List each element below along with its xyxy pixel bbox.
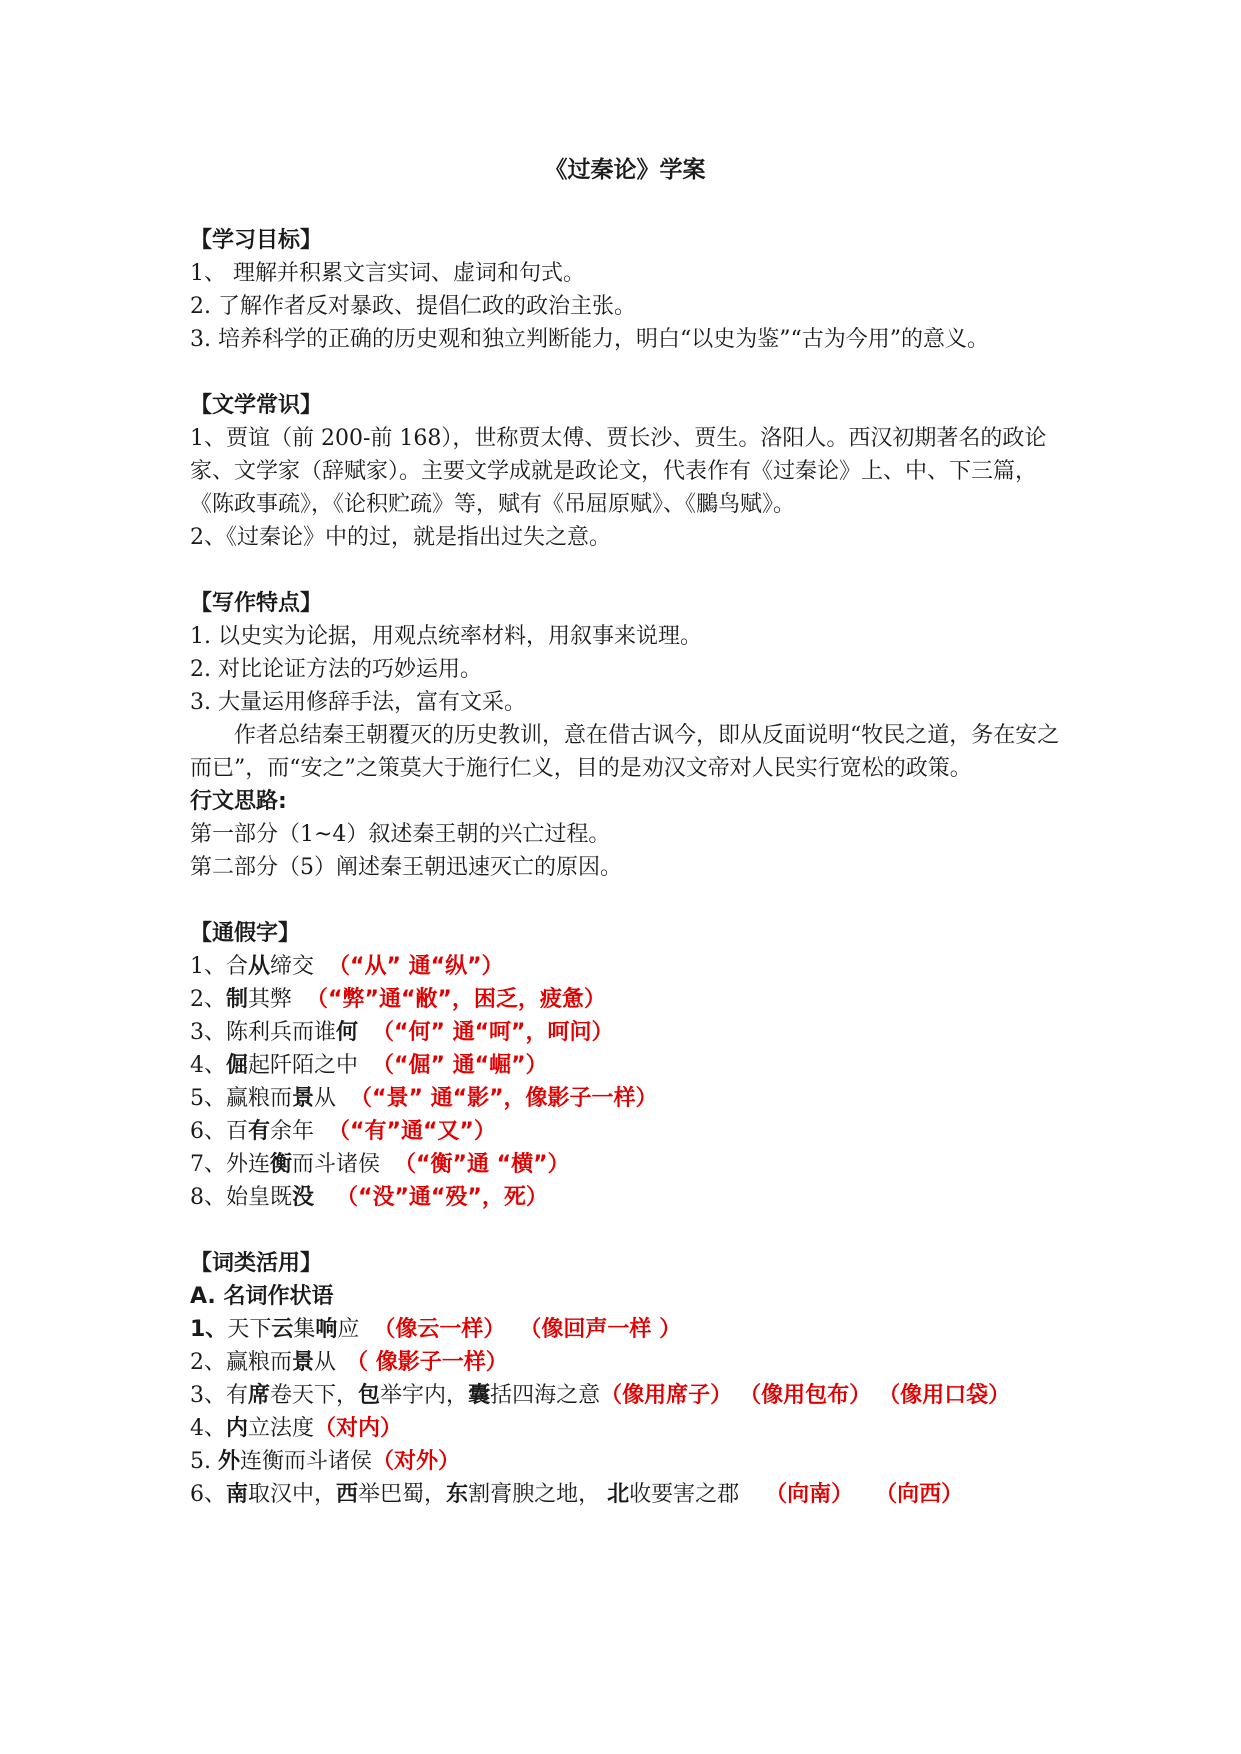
- item-text: 举巴蜀，: [358, 1482, 447, 1507]
- answer-text: （“从” 通“纵”）: [328, 954, 504, 979]
- answer-text: （向南）: [765, 1482, 854, 1507]
- item-text: 割膏腴之地，: [468, 1482, 608, 1507]
- tongjia-item: [190, 1016, 1060, 1049]
- section-heading-goals: 【学习目标】: [190, 228, 323, 253]
- key-character: 景: [292, 1350, 315, 1375]
- key-character: 内: [226, 1416, 249, 1441]
- item-text: 1、合: [190, 954, 248, 979]
- item-text: 举宇内，: [380, 1383, 469, 1408]
- answer-text: （对外）: [372, 1449, 461, 1474]
- tongjia-item: [190, 950, 1060, 983]
- answer-text: （像用包布）: [739, 1383, 872, 1408]
- item-text: 而斗诸侯: [292, 1152, 381, 1177]
- item-text: 6、百: [190, 1119, 248, 1144]
- section-heading-literature: 【文学常识】: [190, 393, 323, 418]
- item-text: 括四海之意: [490, 1383, 601, 1408]
- item-text: 2、赢粮而: [190, 1350, 292, 1375]
- item-text: 从: [314, 1086, 337, 1111]
- key-character: 北: [607, 1482, 630, 1507]
- answer-text: （向西）: [875, 1482, 964, 1507]
- answer-text: （像用席子）: [600, 1383, 733, 1408]
- structure-part: 第二部分（5）阐述秦王朝迅速灭亡的原因。: [190, 855, 622, 880]
- key-character: 南: [226, 1482, 249, 1507]
- key-character: 从: [248, 954, 271, 979]
- key-character: 包: [358, 1383, 381, 1408]
- item-text: 立法度: [248, 1416, 315, 1441]
- writing-item: 3. 大量运用修辞手法，富有文采。: [190, 690, 526, 715]
- document-page: [190, 150, 1060, 1511]
- literature-paragraph: 1、贾谊（前 200-前 168），世称贾太傅、贾长沙、贾生。洛阳人。西汉初期著名的政论家、文学家（辞赋家）。主要文学成就是政论文，代表作有《过秦论》上、中、下三篇，《陈政事疏》，《论积贮疏》等，赋有《吊屈原赋》、《鵩鸟赋》。: [190, 426, 1047, 517]
- answer-text: （“有”通“又”）: [328, 1119, 496, 1144]
- answer-text: （“景” 通“影”，像影子一样）: [350, 1086, 658, 1111]
- key-character: 倔: [226, 1053, 249, 1078]
- key-character: 囊: [468, 1383, 491, 1408]
- thought-heading: 行文思路:: [190, 789, 287, 814]
- key-character: 衡: [270, 1152, 293, 1177]
- answer-text: （“弊”通“敝”，困乏，疲惫）: [306, 987, 606, 1012]
- key-character: 没: [292, 1185, 315, 1210]
- answer-text: （像云一样）: [373, 1317, 506, 1342]
- answer-text: （“倔” 通“崛”）: [372, 1053, 548, 1078]
- key-character: 西: [336, 1482, 359, 1507]
- item-text: 连衡而斗诸侯: [240, 1449, 373, 1474]
- item-text: 2、: [190, 987, 226, 1012]
- answer-text: （ 像影子一样）: [346, 1350, 508, 1375]
- key-character: 云: [271, 1317, 294, 1342]
- tongjia-item: [190, 1082, 1060, 1115]
- goal-item: 3. 培养科学的正确的历史观和独立判断能力，明白“以史为鉴”“古为今用”的意义。: [190, 327, 989, 352]
- item-text: 7、外连: [190, 1152, 270, 1177]
- cilei-item: [190, 1379, 1060, 1412]
- tongjia-item: [190, 983, 1060, 1016]
- item-text: 应: [337, 1317, 360, 1342]
- writing-item: 1. 以史实为论据，用观点统率材料，用叙事来说理。: [190, 624, 702, 649]
- item-text: 缔交: [270, 954, 315, 979]
- section-heading-cilei: 【词类活用】: [190, 1251, 323, 1276]
- item-text: 3、有: [190, 1383, 248, 1408]
- item-text: 卷天下，: [270, 1383, 359, 1408]
- section-heading-tongjia: 【通假字】: [190, 921, 301, 946]
- key-character: 东: [446, 1482, 469, 1507]
- structure-part: 第一部分（1~4）叙述秦王朝的兴亡过程。: [190, 822, 611, 847]
- cilei-item: [190, 1412, 1060, 1445]
- key-character: 何: [336, 1020, 359, 1045]
- item-text: 天下: [227, 1317, 272, 1342]
- item-text: 起阡陌之中: [248, 1053, 359, 1078]
- answer-text: （像用口袋）: [878, 1383, 1011, 1408]
- page-title: 《过秦论》学案: [544, 157, 706, 183]
- key-character: 外: [217, 1449, 240, 1474]
- key-character: 席: [248, 1383, 271, 1408]
- cilei-item: [190, 1445, 1060, 1478]
- tongjia-item: [190, 1049, 1060, 1082]
- item-text: 3、陈利兵而谁: [190, 1020, 336, 1045]
- item-number: 1、: [190, 1317, 228, 1342]
- answer-text: （“衡”通 “横”）: [394, 1152, 570, 1177]
- cilei-item: [190, 1478, 1060, 1511]
- goal-item: 2. 了解作者反对暴政、提倡仁政的政治主张。: [190, 294, 636, 319]
- literature-paragraph: 2、《过秦论》中的过，就是指出过失之意。: [190, 525, 611, 550]
- key-character: 景: [292, 1086, 315, 1111]
- answer-text: （“何” 通“呵”，呵问）: [372, 1020, 614, 1045]
- section-heading-writing: 【写作特点】: [190, 591, 323, 616]
- item-text: 从: [314, 1350, 337, 1375]
- item-text: 6、: [190, 1482, 226, 1507]
- answer-text: （像回声一样 ）: [519, 1317, 682, 1342]
- answer-text: （“没”通“殁”，死）: [336, 1185, 548, 1210]
- writing-item: 2. 对比论证方法的巧妙运用。: [190, 657, 482, 682]
- subheading-noun-adverbial: A. 名词作状语: [190, 1284, 334, 1309]
- item-text: 8、始皇既: [190, 1185, 292, 1210]
- key-character: 响: [315, 1317, 338, 1342]
- goal-item: 1、 理解并积累文言实词、虚词和句式。: [190, 261, 585, 286]
- key-character: 有: [248, 1119, 271, 1144]
- tongjia-item: [190, 1115, 1060, 1148]
- item-text: 其弊: [248, 987, 293, 1012]
- item-text: 4、: [190, 1053, 226, 1078]
- item-text: 5、赢粮而: [190, 1086, 292, 1111]
- item-text: 收要害之郡: [629, 1482, 740, 1507]
- key-character: 制: [226, 987, 249, 1012]
- cilei-item: [190, 1313, 1060, 1346]
- item-text: 取汉中，: [248, 1482, 337, 1507]
- tongjia-item: [190, 1148, 1060, 1181]
- cilei-item: [190, 1346, 1060, 1379]
- item-text: 5.: [190, 1449, 218, 1474]
- item-text: 余年: [270, 1119, 315, 1144]
- item-text: 4、: [190, 1416, 226, 1441]
- tongjia-item: [190, 1181, 1060, 1214]
- item-text: 集: [293, 1317, 316, 1342]
- writing-paragraph: 作者总结秦王朝覆灭的历史教训，意在借古讽今，即从反面说明“牧民之道，务在安之而已”，而“安之”之策莫大于施行仁义，目的是劝汉文帝对人民实行宽松的政策。: [190, 723, 1060, 781]
- answer-text: （对内）: [314, 1416, 403, 1441]
